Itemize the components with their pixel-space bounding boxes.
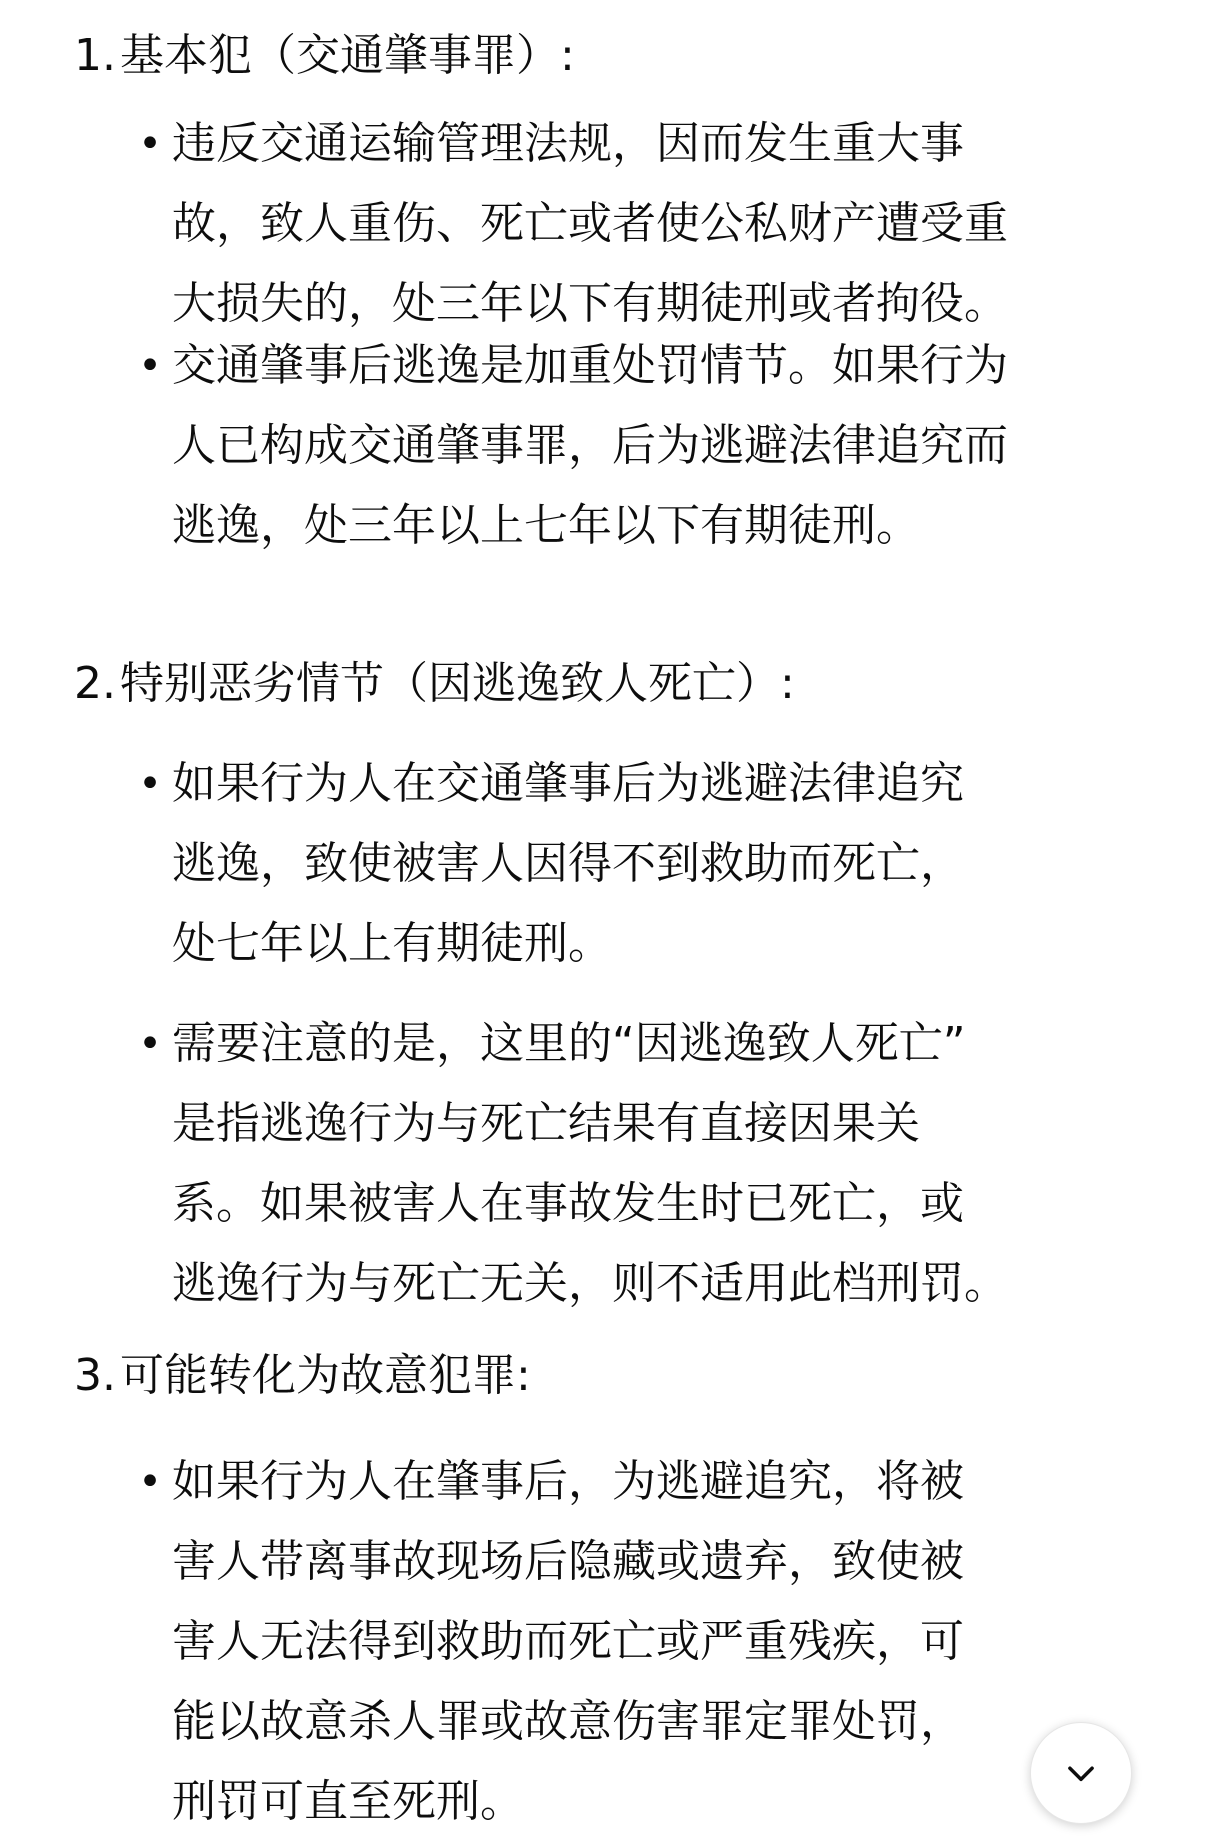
section-title: 基本犯（交通肇事罪）: bbox=[120, 30, 575, 81]
section-number: 3. bbox=[74, 1350, 116, 1401]
bullet-dot: • bbox=[138, 761, 162, 807]
text-line: 如果行为人在交通肇事后为逃避法律追究 bbox=[172, 758, 964, 809]
section-heading-2 bbox=[74, 654, 795, 714]
section-heading-3 bbox=[74, 1346, 531, 1406]
text-line: 如果行为人在肇事后，为逃避追究，将被 bbox=[172, 1456, 964, 1507]
text-line: 交通肇事后逃逸是加重处罚情节。如果行为 bbox=[172, 340, 1008, 391]
text-line: 人已构成交通肇事罪，后为逃避法律追究而 bbox=[172, 420, 1008, 471]
section-number: 1. bbox=[74, 30, 116, 81]
chevron-down-icon bbox=[1062, 1754, 1100, 1792]
list-item-text bbox=[172, 326, 1138, 566]
section-title: 可能转化为故意犯罪: bbox=[120, 1350, 531, 1401]
list-item-text bbox=[172, 1442, 1138, 1842]
text-line: 故，致人重伤、死亡或者使公私财产遭受重 bbox=[172, 198, 1008, 249]
section-title: 特别恶劣情节（因逃逸致人死亡）: bbox=[120, 658, 795, 709]
text-line: 逃逸行为与死亡无关，则不适用此档刑罚。 bbox=[172, 1258, 1008, 1309]
section-number: 2. bbox=[74, 658, 116, 709]
text-line: 刑罚可直至死刑。 bbox=[172, 1776, 524, 1827]
text-line: 逃逸，致使被害人因得不到救助而死亡， bbox=[172, 838, 964, 889]
text-line: 大损失的，处三年以下有期徒刑或者拘役。 bbox=[172, 278, 1008, 329]
bullet-dot: • bbox=[138, 1459, 162, 1505]
text-line: 害人带离事故现场后隐藏或遗弃，致使被 bbox=[172, 1536, 964, 1587]
text-line: 是指逃逸行为与死亡结果有直接因果关 bbox=[172, 1098, 920, 1149]
text-line: 违反交通运输管理法规，因而发生重大事 bbox=[172, 118, 964, 169]
bullet-dot: • bbox=[138, 343, 162, 389]
text-line: 需要注意的是，这里的“因逃逸致人死亡” bbox=[172, 1018, 966, 1069]
list-item-text bbox=[172, 104, 1138, 344]
bullet-dot: • bbox=[138, 121, 162, 167]
text-line: 处七年以上有期徒刑。 bbox=[172, 918, 612, 969]
scroll-to-bottom-button[interactable] bbox=[1030, 1722, 1132, 1824]
list-item-text bbox=[172, 1004, 1138, 1324]
text-line: 系。如果被害人在事故发生时已死亡，或 bbox=[172, 1178, 964, 1229]
list-item-text bbox=[172, 744, 1138, 984]
bullet-dot: • bbox=[138, 1021, 162, 1067]
text-line: 逃逸，处三年以上七年以下有期徒刑。 bbox=[172, 500, 920, 551]
text-line: 害人无法得到救助而死亡或严重残疾，可 bbox=[172, 1616, 964, 1667]
section-heading-1 bbox=[74, 26, 575, 86]
text-line: 能以故意杀人罪或故意伤害罪定罪处罚， bbox=[172, 1696, 964, 1747]
